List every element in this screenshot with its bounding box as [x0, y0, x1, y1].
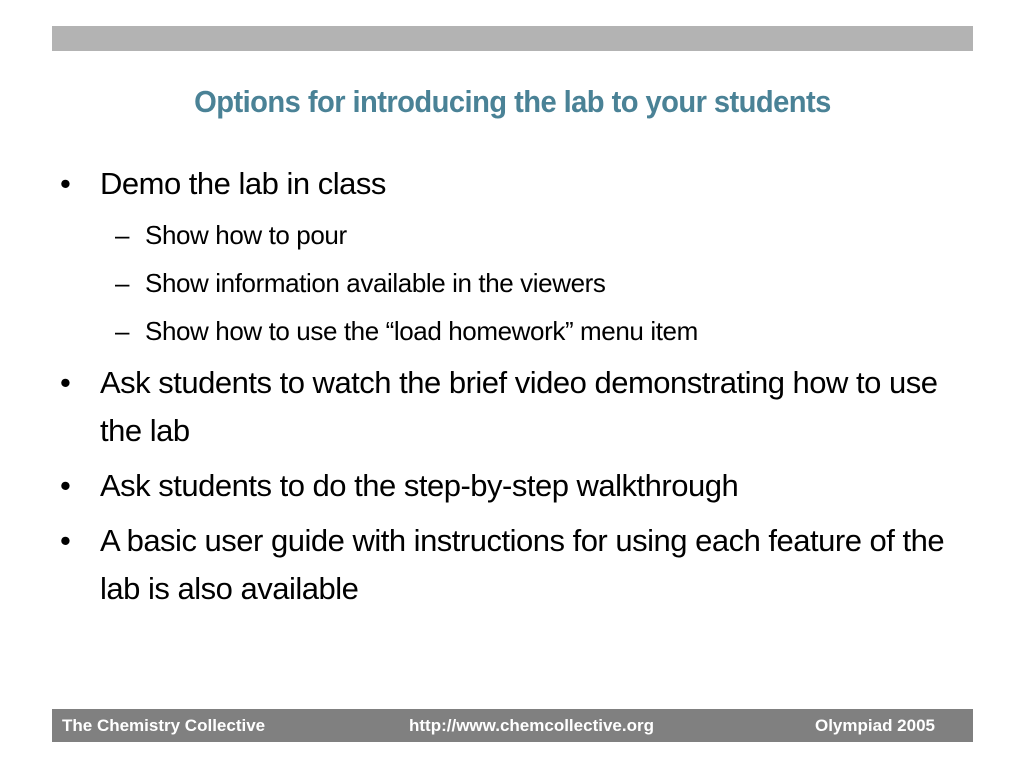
- footer-organization: The Chemistry Collective: [62, 716, 266, 735]
- sub-bullet-item: [60, 215, 970, 255]
- footer-url: http://www.chemcollective.org: [409, 716, 654, 735]
- bullet-text: Ask students to watch the brief video demonstrating how to use the lab: [100, 365, 938, 448]
- bullet-marker: •: [60, 468, 71, 503]
- bullet-text: A basic user guide with instructions for using each feature of the lab is also available: [100, 523, 945, 606]
- sub-bullet-marker: –: [115, 316, 130, 346]
- sub-bullet-text: Show how to use the “load homework” menu item: [145, 316, 698, 346]
- bullet-item: [60, 462, 970, 510]
- bullet-item: [60, 517, 970, 613]
- footer-event: Olympiad 2005: [814, 716, 935, 735]
- bullet-marker: •: [60, 166, 71, 201]
- bullet-marker: •: [60, 523, 71, 558]
- bullet-text: Ask students to do the step-by-step walkthrough: [100, 468, 739, 503]
- bullet-item: [60, 160, 970, 208]
- sub-bullet-marker: –: [115, 220, 130, 250]
- sub-bullet-item: [60, 263, 970, 303]
- bullet-item: [60, 359, 970, 455]
- sub-bullet-list: [60, 215, 970, 351]
- sub-bullet-item: [60, 311, 970, 351]
- sub-bullet-text: Show information available in the viewers: [145, 268, 606, 298]
- slide-title: Options for introducing the lab to your students: [194, 84, 831, 119]
- bullet-text: Demo the lab in class: [100, 166, 386, 201]
- footer-bar: [52, 709, 973, 742]
- header-bar: [52, 26, 973, 51]
- sub-bullet-text: Show how to pour: [145, 220, 347, 250]
- bullet-marker: •: [60, 365, 71, 400]
- sub-bullet-marker: –: [115, 268, 130, 298]
- bullet-list: [60, 160, 970, 620]
